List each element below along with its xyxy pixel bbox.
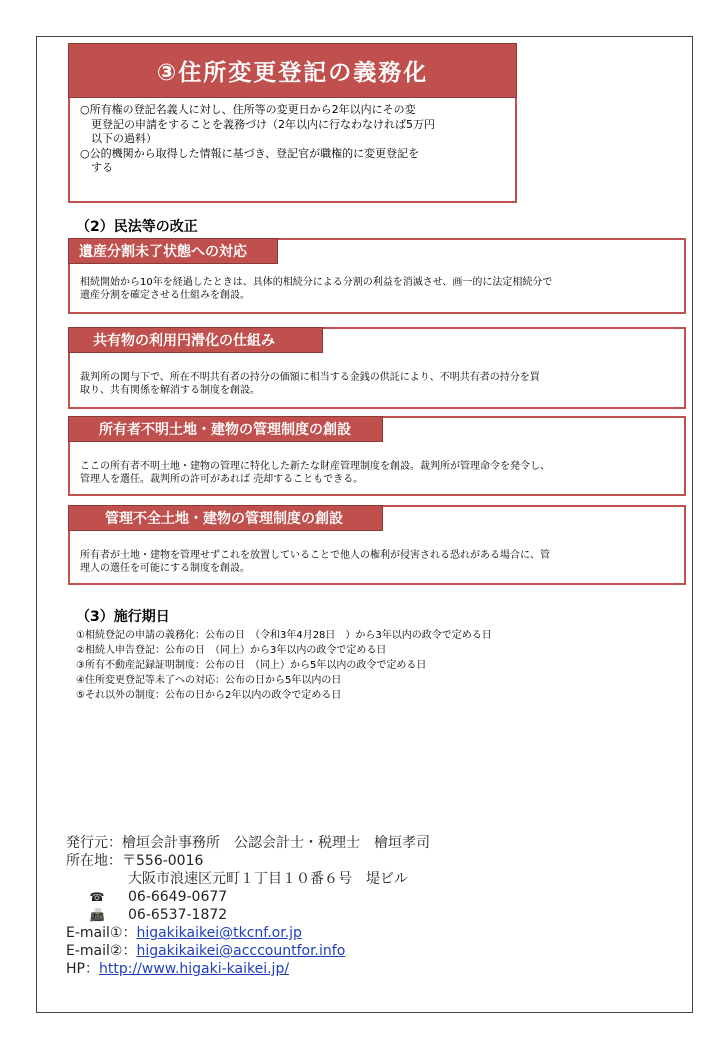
card-shared-property bbox=[68, 327, 686, 409]
fax: 06-6537-1872 bbox=[128, 907, 228, 923]
email1-label: E-mail①： bbox=[66, 925, 137, 941]
schedule-list bbox=[76, 628, 492, 703]
card-line: 理人の選任を可能にする制度を創設。 bbox=[80, 563, 250, 574]
card-unknown-owner bbox=[68, 416, 686, 496]
section-line: 以下の過料） bbox=[80, 132, 157, 145]
email2-label: E-mail②： bbox=[66, 943, 137, 959]
card-title: 共有物の利用円滑化の仕組み bbox=[68, 327, 323, 353]
schedule-item: ④住所変更登記等未了への対応：公布の日から5年以内の日 bbox=[76, 675, 342, 686]
address: 大阪市浪速区元町１丁目１０番６号 堤ビル bbox=[128, 871, 408, 887]
fax-icon: 📠 bbox=[89, 908, 105, 922]
phone-icon: ☎ bbox=[89, 890, 105, 904]
card-line: 遺産分割を確定させる仕組みを創設。 bbox=[80, 290, 250, 301]
card-title: 管理不全土地・建物の管理制度の創設 bbox=[68, 505, 383, 531]
card-inheritance bbox=[68, 238, 686, 314]
address-label: 所在地： bbox=[66, 853, 122, 869]
card-line: 取り、共有関係を解消する制度を創設。 bbox=[80, 385, 260, 396]
publisher: 檜垣会計事務所 公認会計士・税理士 檜垣孝司 bbox=[122, 835, 430, 851]
postal-code: 〒556-0016 bbox=[122, 853, 204, 869]
address-change-section bbox=[68, 43, 517, 203]
civil-law-heading: （2）民法等の改正 bbox=[76, 219, 198, 235]
card-mismanaged bbox=[68, 505, 686, 585]
card-line: 裁判所の関与下で、所在不明共有者の持分の価額に相当する金銭の供託により、不明共有者の持分を買 bbox=[80, 372, 540, 383]
footer bbox=[66, 834, 430, 978]
schedule-item: ①相続登記の申請の義務化：公布の日 （令和3年4月28日 ）から3年以内の政令で定める日 bbox=[76, 630, 492, 641]
card-line: ここの所有者不明土地・建物の管理に特化した新たな財産管理制度を創設。裁判所が管理命令を発令し、 bbox=[80, 461, 550, 472]
email1-link[interactable]: higakikaikei@tkcnf.or.jp bbox=[136, 925, 302, 941]
card-body bbox=[80, 371, 678, 397]
section-title: ③住所変更登記の義務化 bbox=[68, 43, 517, 98]
card-line: 相続開始から10年を経過したときは、具体的相続分による分割の利益を消滅させ、画一的に法定相続分で bbox=[80, 277, 553, 288]
hp-label: HP： bbox=[66, 961, 99, 977]
effective-date-heading: （3）施行期日 bbox=[76, 609, 170, 625]
card-body bbox=[80, 460, 678, 486]
section-line: する bbox=[80, 161, 113, 174]
tel: 06-6649-0677 bbox=[128, 889, 228, 905]
card-body bbox=[80, 276, 678, 302]
card-line: 管理人を選任。裁判所の許可があれば 売却することもできる。 bbox=[80, 474, 364, 485]
email2-link[interactable]: higakikaikei@acccountfor.info bbox=[136, 943, 346, 959]
card-title: 所有者不明土地・建物の管理制度の創設 bbox=[68, 416, 383, 442]
section-line: ○公的機関から取得した情報に基づき、登記官が職権的に変更登記を bbox=[80, 146, 420, 160]
homepage-link[interactable]: http://www.higaki-kaikei.jp/ bbox=[98, 961, 290, 977]
schedule-item: ②相続人申告登記：公布の日 （同上）から3年以内の政令で定める日 bbox=[76, 645, 387, 656]
card-title: 遺産分割未了状態への対応 bbox=[68, 238, 278, 264]
section-line: ○所有権の登記名義人に対し、住所等の変更日から2年以内にその変 bbox=[80, 103, 416, 116]
publisher-label: 発行元： bbox=[66, 835, 122, 851]
card-body bbox=[80, 549, 678, 575]
schedule-item: ⑤それ以外の制度：公布の日から2年以内の政令で定める日 bbox=[76, 690, 342, 701]
section-body bbox=[80, 103, 505, 176]
section-line: 更登記の申請をすることを義務づけ（2年以内に行なわなければ5万円 bbox=[80, 117, 435, 131]
schedule-item: ③所有不動産記録証明制度：公布の日 （同上）から5年以内の政令で定める日 bbox=[76, 660, 427, 671]
card-line: 所有者が土地・建物を管理せずこれを放置していることで他人の権利が侵害される恐れがある場合に、管 bbox=[80, 550, 550, 561]
